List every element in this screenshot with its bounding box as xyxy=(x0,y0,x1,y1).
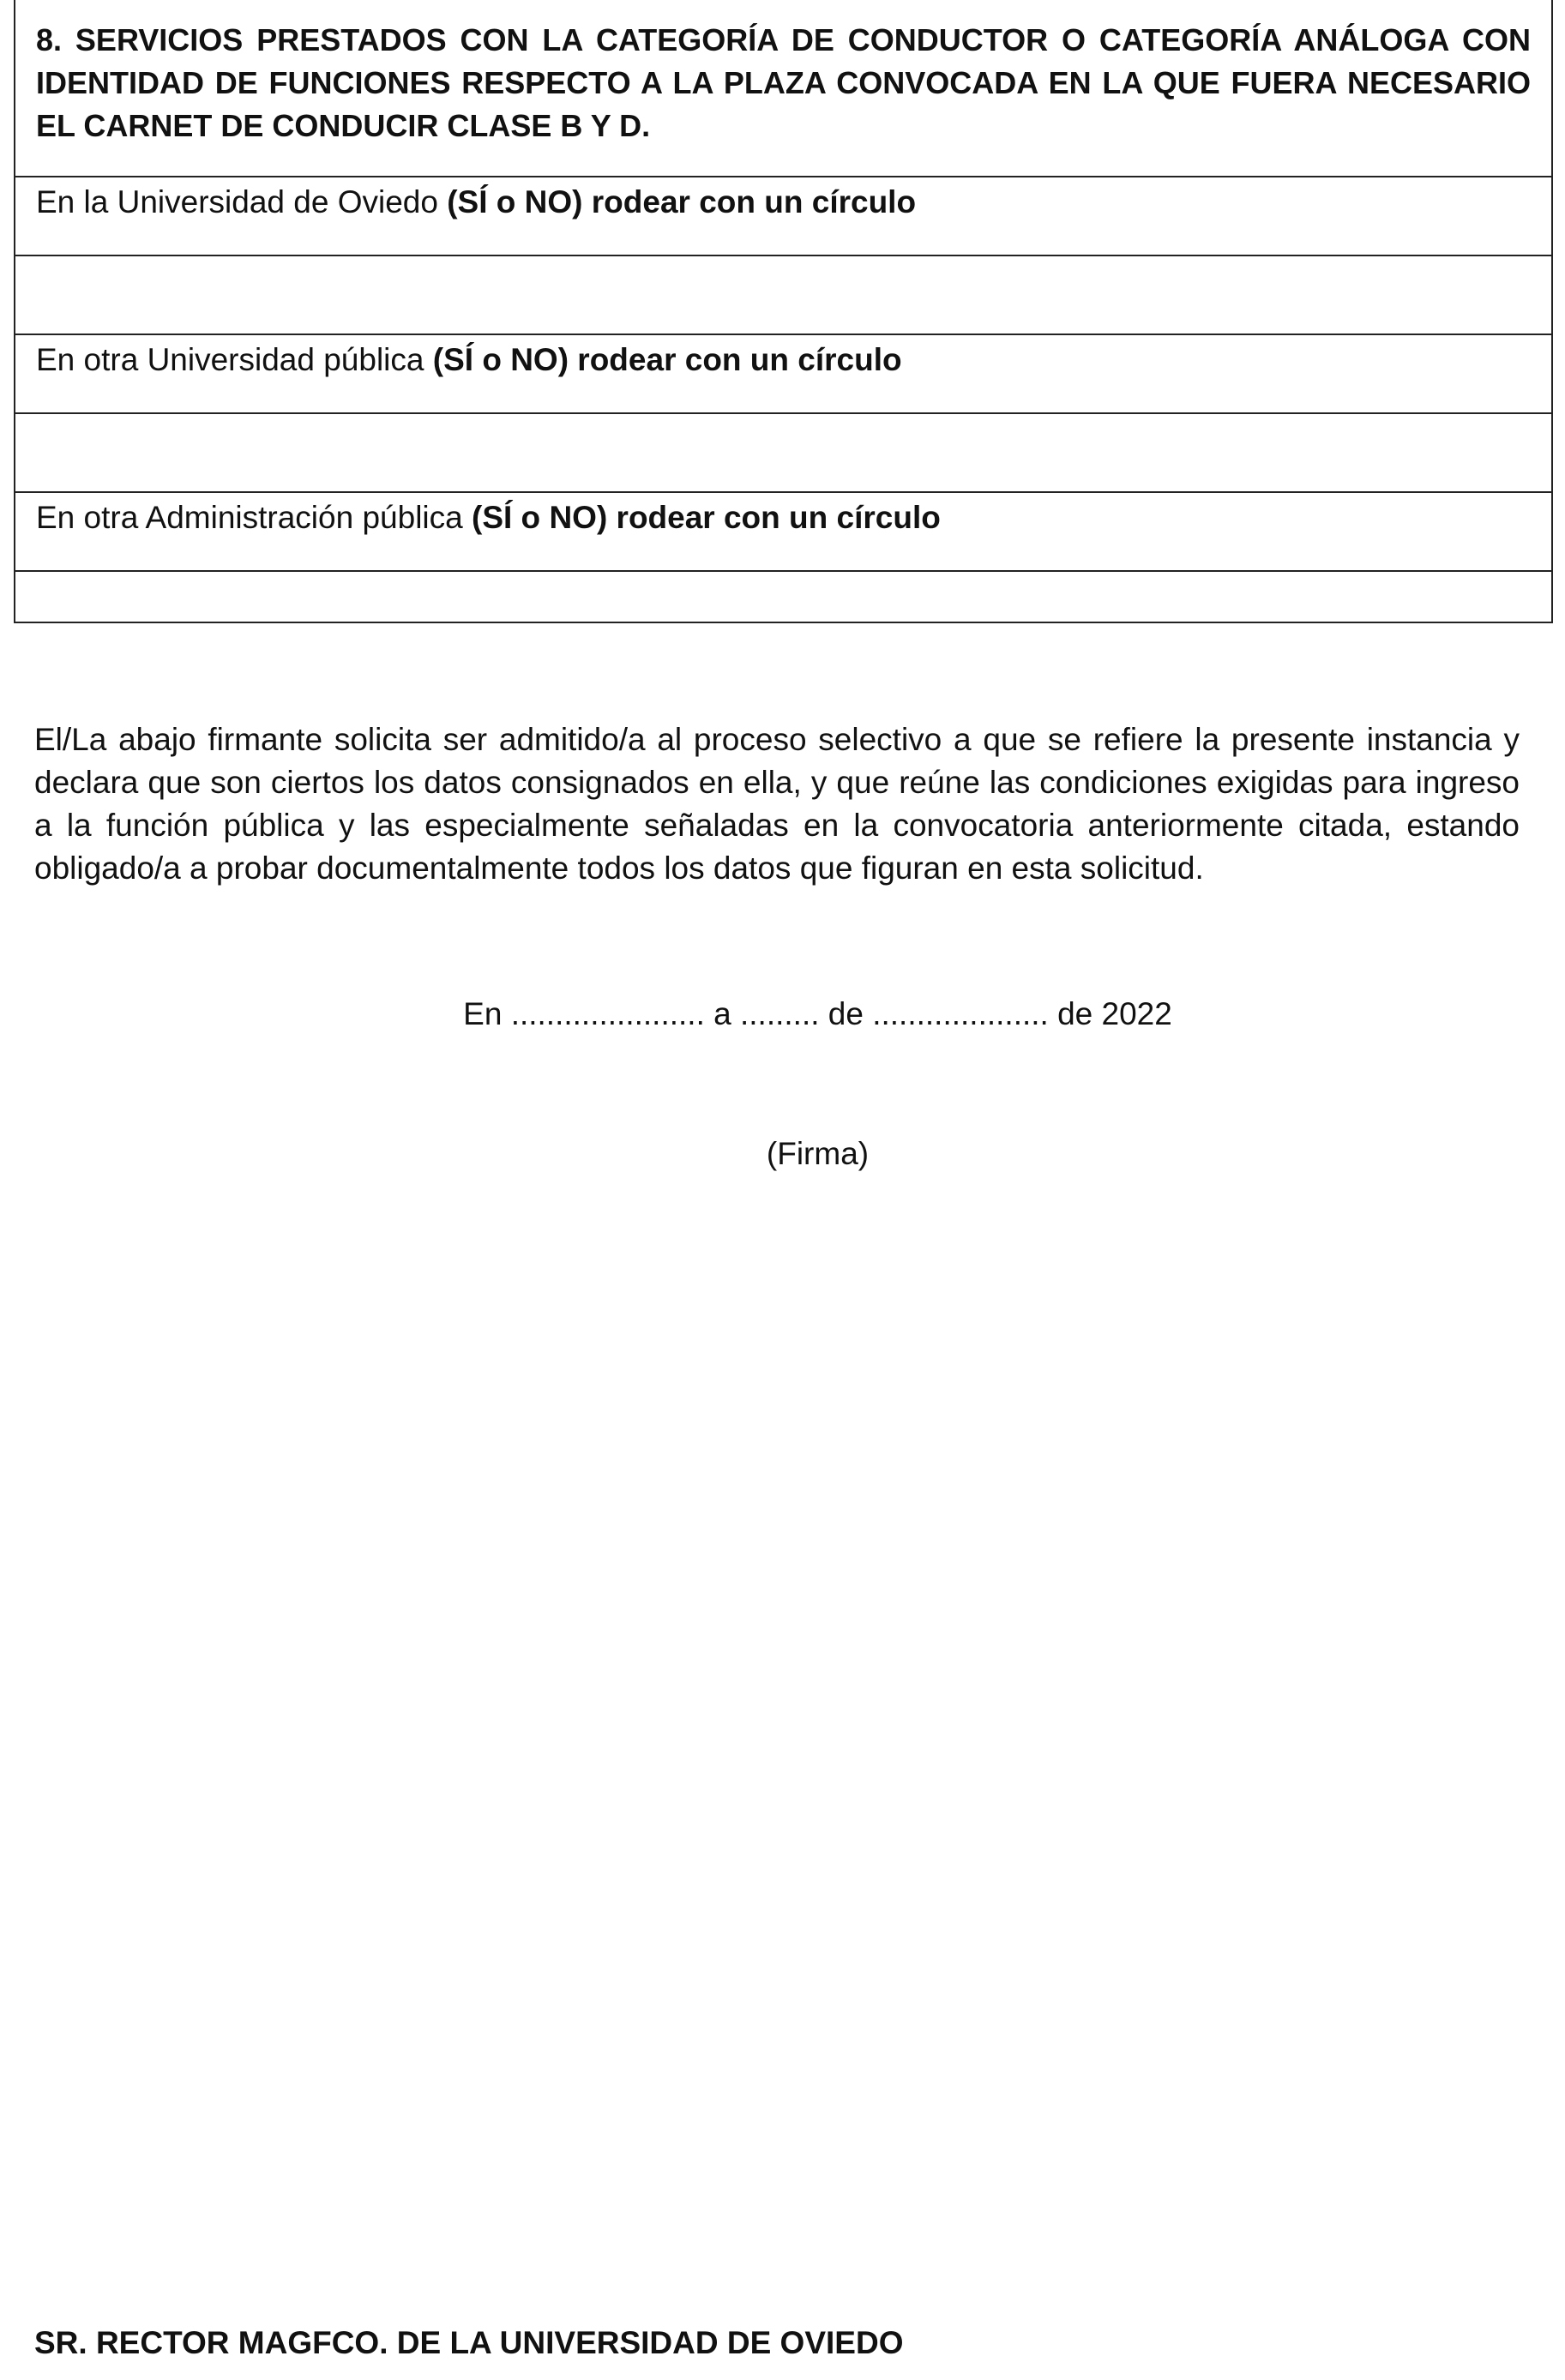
question-otra-administracion xyxy=(15,492,1552,571)
answer-field-otra-administracion[interactable] xyxy=(15,571,1552,622)
services-section-table xyxy=(14,0,1553,623)
signature-label: (Firma) xyxy=(766,1136,870,1171)
date-line: En ...................... a ......... de .................... de 2022 xyxy=(463,996,1172,1031)
question-prefix: En otra Administración pública xyxy=(36,500,472,535)
addressee: SR. RECTOR MAGFCO. DE LA UNIVERSIDAD DE OVIEDO xyxy=(34,2325,904,2360)
question-universidad-oviedo xyxy=(15,177,1552,255)
declaration-paragraph: El/La abajo firmante solicita ser admitido/a al proceso selectivo a que se refiere la presente instancia y declara que son ciertos los datos consignados en ella, y que reúne las condiciones exigidas para ingreso a la función pública y las especialmente señaladas en la convocatoria anteriormente citada, estando obligado/a a probar documentalmente todos los datos que figuran en esta solicitud. xyxy=(34,722,1520,886)
answer-field-otra-universidad[interactable] xyxy=(15,413,1552,492)
question-instruction: (SÍ o NO) rodear con un círculo xyxy=(472,500,941,535)
question-prefix: En la Universidad de Oviedo xyxy=(36,184,448,219)
question-instruction: (SÍ o NO) rodear con un círculo xyxy=(432,342,902,377)
question-instruction: (SÍ o NO) rodear con un círculo xyxy=(447,184,917,219)
question-prefix: En otra Universidad pública xyxy=(36,342,433,377)
section-heading: 8. SERVICIOS PRESTADOS CON LA CATEGORÍA DE CONDUCTOR O CATEGORÍA ANÁLOGA CON IDENTIDAD DE FUNCIONES RESPECTO A LA PLAZA CONVOCADA EN LA QUE FUERA NECESARIO EL CARNET DE CONDUCIR CLASE B Y D. xyxy=(15,0,1552,177)
question-otra-universidad xyxy=(15,334,1552,413)
answer-field-universidad-oviedo[interactable] xyxy=(15,255,1552,334)
